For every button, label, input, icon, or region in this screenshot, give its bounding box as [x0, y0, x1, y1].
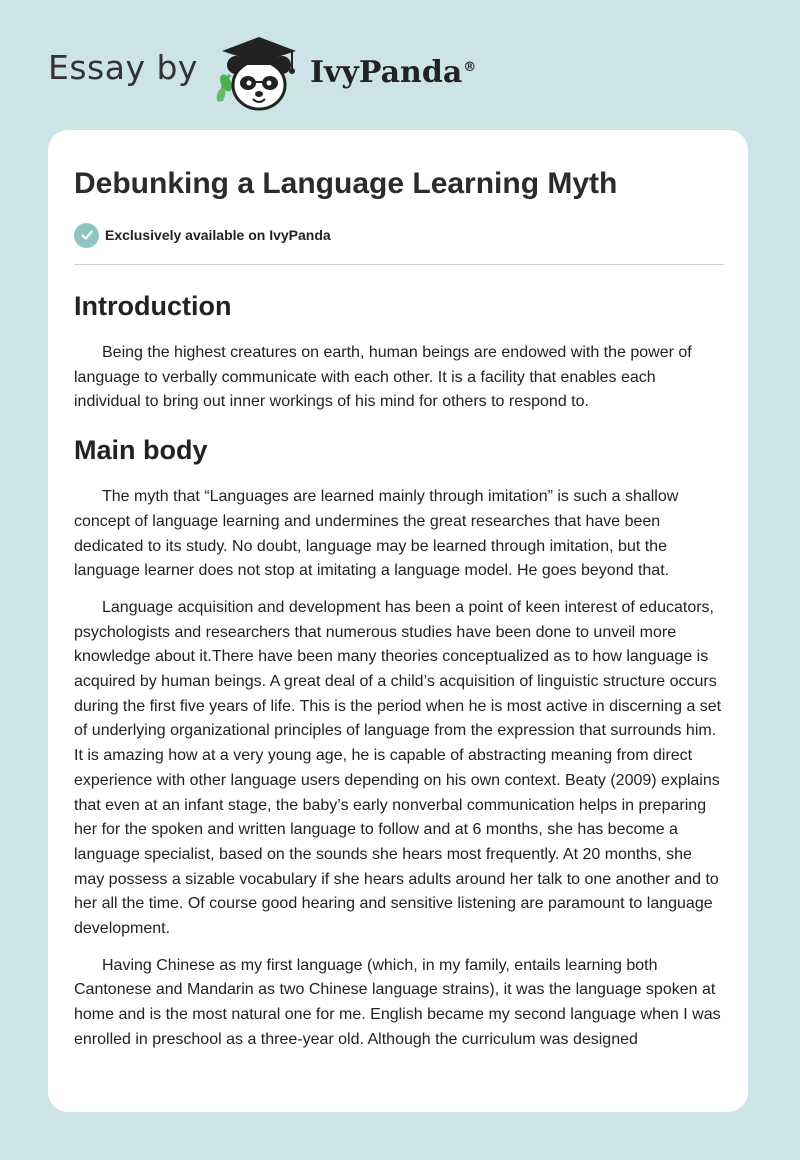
paragraph: Language acquisition and development has been a point of keen interest of educators, psychologists and researchers that numerous studies have been done to unveil more knowledge about it.There have been many theories conceptualized as to how language is acquired by human beings. A great deal of a child’s acquisition of linguistic structure occurs during the first five years of life. This is the period when he is most active in discerning a set of underlying organizational principles of language from the expression that surrounds him. It is amazing how at a very young age, he is capable of abstracting meaning from direct experience with other language users depending on his own context. Beaty (2009) explains that even at an infant stage, the baby’s early nonverbal communication helps in preparing her for the spoken and written language to follow and at 6 months, she has become a language specialist, based on the sounds she hears most frequently. At 20 months, she may possess a sizable vocabulary if she hears adults around her talk to one another and to her all the time. Of course good hearing and sensitive listening are paramount to language development.	[74, 598, 722, 938]
checkmark-icon	[74, 223, 99, 248]
brand-prefix: Essay by	[48, 47, 198, 87]
paragraph: Having Chinese as my first language (which, in my family, entails learning both Cantonese and Mandarin as two Chinese language strains), it was the language spoken at home and is the most natural one for me. English became my second language when I was enrolled in preschool as a three-year old. Although the curriculum was designed	[74, 956, 721, 1048]
site-header	[48, 28, 476, 118]
paragraph: Being the highest creatures on earth, human beings are endowed with the power of language to verbally communicate with each other. It is a facility that enables each individual to bring out inner workings of his mind for others to respond to.	[74, 344, 692, 411]
essay-title: Debunking a Language Learning Myth	[74, 167, 618, 200]
paragraph: The myth that “Languages are learned mainly through imitation” is such a shallow concept of language learning and undermines the great researches that have been dedicated to its study. No doubt, language may be learned through imitation, but the language learner does not stop at imitating a language model. He goes beyond that.	[74, 488, 679, 580]
exclusive-label: Exclusively available on IvyPanda	[105, 227, 331, 243]
section-main-body	[74, 433, 724, 1052]
exclusive-badge	[74, 222, 724, 248]
section-introduction	[74, 289, 724, 415]
section-heading: Introduction	[74, 291, 232, 321]
brand-name[interactable]: IvyPanda®	[309, 54, 477, 90]
registered-mark: ®	[463, 59, 477, 75]
panda-graduate-icon	[212, 31, 304, 115]
title-divider	[74, 264, 724, 265]
essay-card	[48, 130, 748, 1112]
section-heading: Main body	[74, 435, 208, 466]
